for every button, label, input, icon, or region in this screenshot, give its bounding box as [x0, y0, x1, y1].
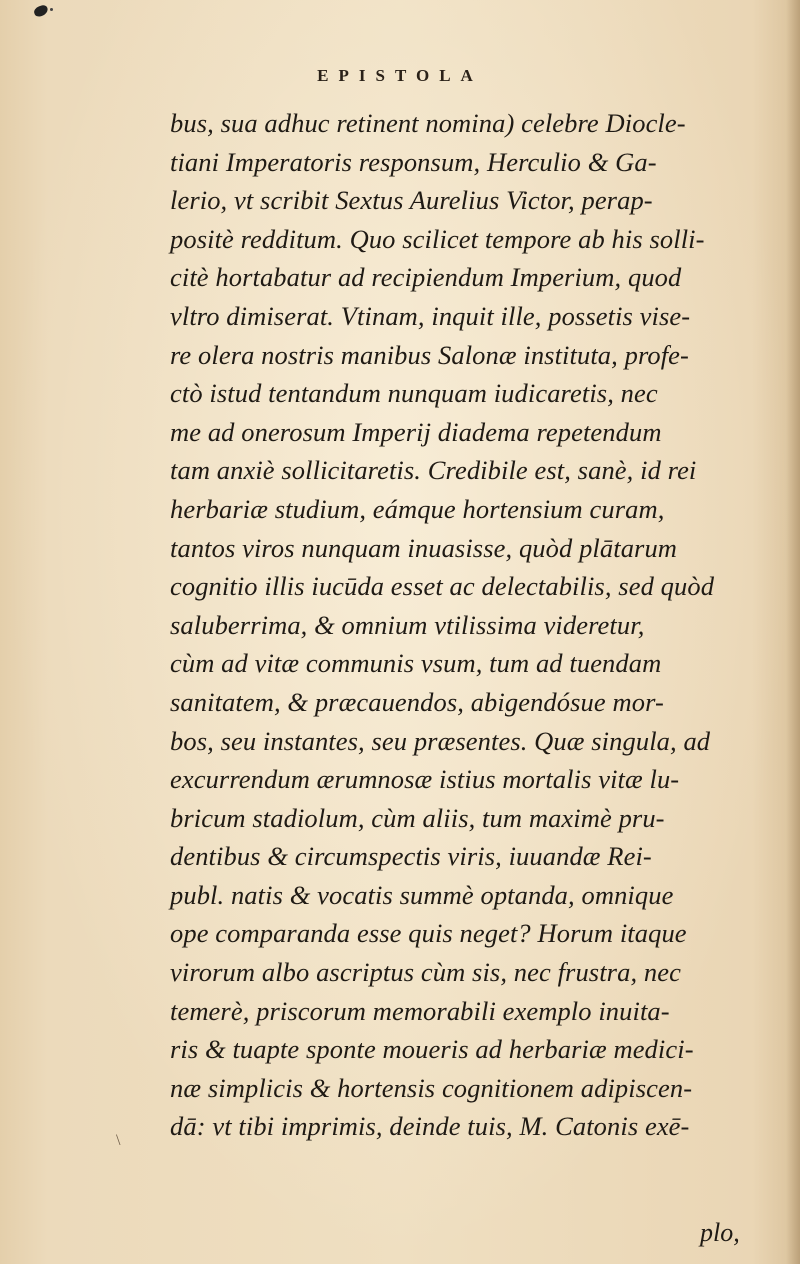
text-line: me ad onerosum Imperij diadema repetendum — [170, 416, 662, 447]
text-line: dā: vt tibi imprimis, deinde tuis, M. Catonis exē- — [170, 1111, 690, 1142]
text-line: citè hortabatur ad recipiendum Imperium, quod — [170, 262, 682, 293]
page-edge-shadow — [786, 0, 800, 1264]
text-line: næ simplicis & hortensis cognitionem adipiscen- — [170, 1072, 693, 1103]
text-line: tam anxiè sollicitaretis. Credibile est, sanè, id rei — [170, 455, 697, 486]
text-line: dentibus & circumspectis viris, iuuandæ Rei- — [170, 841, 652, 872]
text-line: tantos viros nunquam inuasisse, quòd plātarum — [170, 532, 678, 563]
text-line: saluberrima, & omnium vtilissima videretur, — [170, 609, 645, 640]
text-line: tiani Imperatoris responsum, Herculio & Ga- — [170, 146, 657, 177]
text-line: ris & tuapte sponte moueris ad herbariæ medici- — [170, 1034, 694, 1065]
text-line: publ. natis & vocatis summè optanda, omnique — [170, 879, 674, 910]
catchword: plo, — [700, 1218, 740, 1247]
text-line: re olera nostris manibus Salonæ instituta, profe- — [170, 339, 689, 370]
text-line: cognitio illis iucūda esset ac delectabilis, sed quòd — [170, 571, 715, 602]
text-line: temerè, priscorum memorabili exemplo inuita- — [170, 995, 670, 1026]
text-line: herbariæ studium, eámque hortensium curam, — [170, 493, 665, 524]
ink-blot — [33, 4, 50, 18]
text-line: excurrendum ærumnosæ istius mortalis vitæ lu- — [170, 764, 680, 795]
body-text — [170, 104, 770, 1146]
text-line: lerio, vt scribit Sextus Aurelius Victor, perap- — [170, 185, 653, 216]
text-line: bos, seu instantes, seu præsentes. Quæ singula, ad — [170, 725, 711, 756]
text-line: positè redditum. Quo scilicet tempore ab his solli- — [170, 223, 705, 254]
text-line: sanitatem, & præcauendos, abigendósue mor- — [170, 686, 664, 717]
running-head: EPISTOLA — [317, 66, 483, 85]
text-line: bricum stadiolum, cùm aliis, tum maximè pru- — [170, 802, 665, 833]
margin-mark: \ — [116, 1132, 121, 1149]
text-line: cùm ad vitæ communis vsum, tum ad tuendam — [170, 648, 662, 679]
ink-speck — [50, 8, 53, 11]
text-line: vltro dimiserat. Vtinam, inquit ille, possetis vise- — [170, 300, 691, 331]
text-line: ctò istud tentandum nunquam iudicaretis, nec — [170, 378, 658, 409]
text-line: bus, sua adhuc retinent nomina) celebre Diocle- — [170, 108, 686, 138]
text-line: virorum albo ascriptus cùm sis, nec frustra, nec — [170, 957, 681, 988]
text-line: ope comparanda esse quis neget? Horum itaque — [170, 918, 687, 949]
